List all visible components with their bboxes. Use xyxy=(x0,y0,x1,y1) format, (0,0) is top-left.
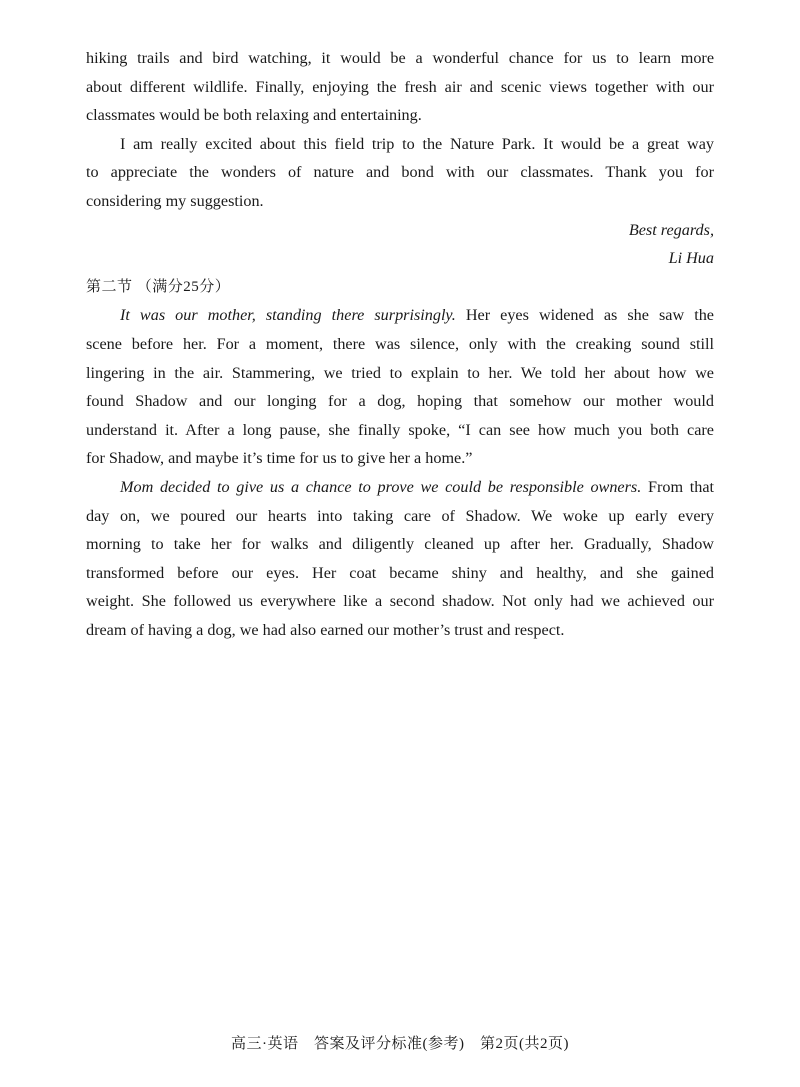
paragraph-2-lead-sentence: Mom decided to give us a chance to prove we could be responsible owners. xyxy=(120,477,642,496)
paragraph-2-line: transformed before our eyes. Her coat became shiny and healthy, and she gained xyxy=(86,563,714,582)
paragraph-2-line: day on, we poured our hearts into taking care of Shadow. We woke up early every xyxy=(86,506,714,525)
paragraph-1-first-line-rest: Her eyes widened as she saw the xyxy=(455,306,714,325)
paragraph-1-line: found Shadow and our longing for a dog, hoping that somehow our mother would xyxy=(86,392,714,411)
answer-page xyxy=(86,44,714,644)
paragraph-1-line: scene before her. For a moment, there was silence, only with the creaking sound still xyxy=(86,334,714,353)
paragraph-1-line: lingering in the air. Stammering, we tried to explain to her. We told her about how we xyxy=(86,363,714,382)
paragraph-2-line: dream of having a dog, we had also earned our mother’s trust and respect. xyxy=(86,620,565,639)
paragraph-1-line: understand it. After a long pause, she finally spoke, “I can see how much you both care xyxy=(86,420,714,439)
letter-line: to appreciate the wonders of nature and bond with our classmates. Thank you for xyxy=(86,163,714,182)
paragraph-1-line: for Shadow, and maybe it’s time for us to give her a home.” xyxy=(86,449,473,468)
letter-closing: Best regards, xyxy=(628,220,714,239)
paragraph-2-first-line xyxy=(86,473,714,502)
paragraph-2-first-line-rest: From that xyxy=(641,477,714,496)
paragraph-2-line: morning to take her for walks and diligently cleaned up after her. Gradually, Shadow xyxy=(86,535,714,554)
paragraph-2-line: weight. She followed us everywhere like a second shadow. Not only had we achieved our xyxy=(86,592,714,611)
letter-line: considering my suggestion. xyxy=(86,191,264,210)
paragraph-1-first-line xyxy=(86,301,714,330)
letter-line: hiking trails and bird watching, it would be a wonderful chance for us to learn more xyxy=(86,49,714,67)
paragraph-1-lead-sentence: It was our mother, standing there surprisingly. xyxy=(120,306,456,325)
letter-line: I am really excited about this field trip to the Nature Park. It would be a great way xyxy=(120,134,714,153)
page-footer: 高三·英语 答案及评分标准(参考) 第2页(共2页) xyxy=(231,1036,569,1052)
letter-line: classmates would be both relaxing and entertaining. xyxy=(86,106,422,125)
section-heading: 第二节 （满分25分） xyxy=(86,278,231,295)
letter-line: about different wildlife. Finally, enjoying the fresh air and scenic views together with our xyxy=(86,77,714,96)
letter-signature: Li Hua xyxy=(668,249,714,268)
